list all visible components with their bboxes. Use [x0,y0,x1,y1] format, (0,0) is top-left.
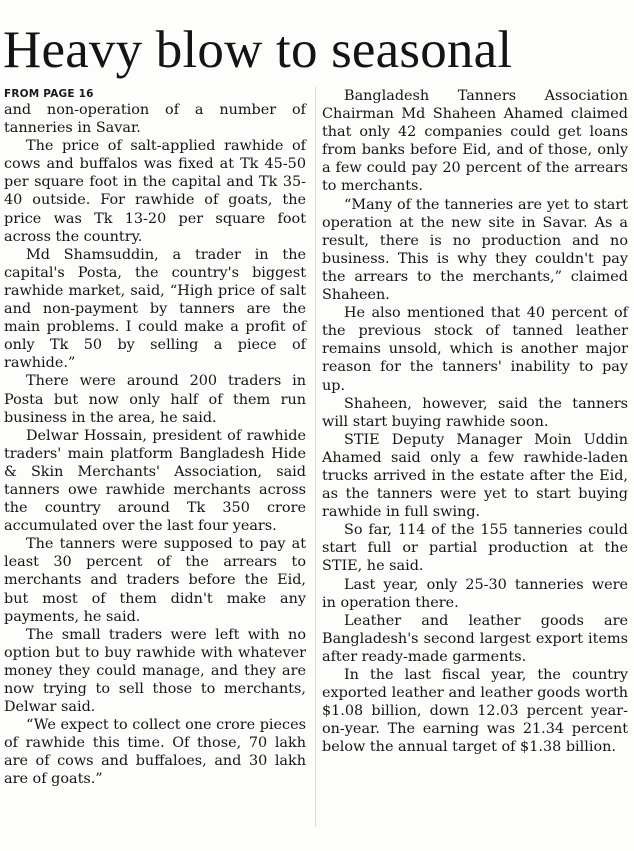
paragraph: Bangladesh Tanners Association Chairman Md Shaheen Ahamed claimed that only 42 companies could get loans from banks before Eid, and of those, only a few could pay 20 percent of the arrears to merchants. [322,88,628,195]
left-column [4,87,306,789]
newspaper-clipping [0,20,634,851]
paragraph: STIE Deputy Manager Moin Uddin Ahamed said only a few rawhide-laden trucks arrived in the estate after the Eid, as the tanners were yet to start buying rawhide in full swing. [322,431,628,521]
paragraph: In the last fiscal year, the country exported leather and leather goods worth $1.08 billion, down 12.03 percent year-on-year. The earning was 21.34 percent below the annual target of $1.38 billion. [322,667,628,756]
paragraph: “We expect to collect one crore pieces of rawhide this time. Of those, 70 lakh are of cows and buffaloes, and 30 lakh are of goats.” [4,717,307,788]
paragraph: The tanners were supposed to pay at least 30 percent of the arrears to merchants and traders before the Eid, but most of them didn't make any payments, he said. [4,536,306,625]
paragraph: and non-operation of a number of tanneries in Savar. [4,102,306,137]
paragraph: “Many of the tanneries are yet to start operation at the new site in Savar. As a result, there is no production and no business. This is why they couldn't pay the arrears to the merchants,” claimed Shaheen. [322,196,628,304]
continued-from-label: FROM PAGE 16 [4,88,94,100]
paragraph: Last year, only 25-30 tanneries were in operation there. [322,576,628,611]
paragraph: Shaheen, however, said the tanners will start buying rawhide soon. [322,395,628,430]
paragraph: Md Shamsuddin, a trader in the capital's Posta, the country's biggest rawhide market, said, “High price of salt and non-payment by tanners are the main problems. I could make a profit of only Tk 50 by selling a piece of rawhide.” [4,246,306,372]
article-body [4,87,630,827]
right-column [322,87,628,756]
paragraph: The price of salt-applied rawhide of cows and buffalos was fixed at Tk 45-50 per square foot in the capital and Tk 35-40 outside. For rawhide of goats, the price was Tk 13-20 per square foot across the country. [4,138,306,245]
headline: Heavy blow to seasonal [3,21,513,79]
paragraph: There were around 200 traders in Posta but now only half of them run business in the area, he said. [4,373,306,426]
paragraph: Leather and leather goods are Bangladesh's second largest export items after ready-made garments. [322,612,628,665]
paragraph: So far, 114 of the 155 tanneries could start full or partial production at the STIE, he said. [322,522,628,575]
column-divider [315,87,316,827]
paragraph: The small traders were left with no option but to buy rawhide with whatever money they could manage, and they are now trying to sell those to merchants, Delwar said. [4,626,306,716]
paragraph: Delwar Hossain, president of rawhide traders' main platform Bangladesh Hide & Skin Merchants' Association, said tanners owe rawhide merchants across the country around Tk 350 crore accumulated over the last four years. [4,427,306,535]
paragraph: He also mentioned that 40 percent of the previous stock of tanned leather remains unsold, which is another major reason for the tanners' inability to pay up. [322,305,628,394]
